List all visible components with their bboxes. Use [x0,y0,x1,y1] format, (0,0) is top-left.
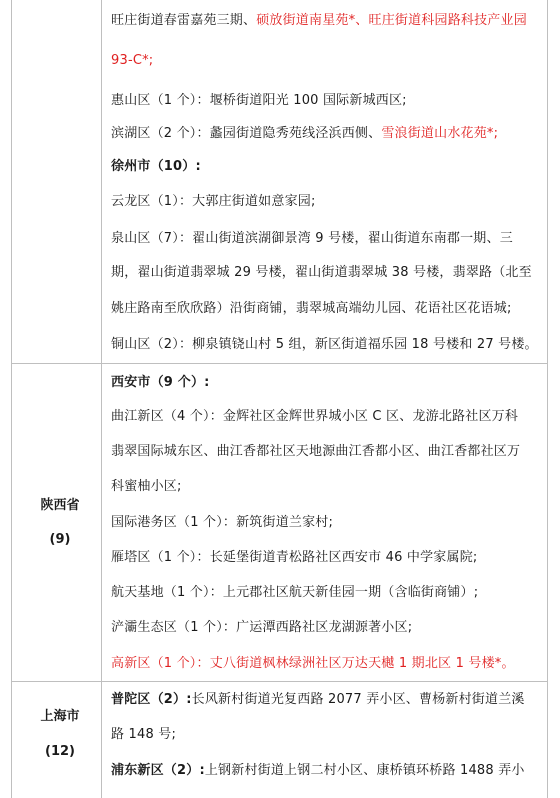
huishan-line: 惠山区（1 个）：堰桥街道阳光 100 国际新城西区; [111,93,407,108]
table-left-border [11,0,12,798]
pudong-text: 上钢新村街道上钢二村小区、康桥镇环桥路 1488 弄小 [204,763,525,778]
wuxi-line-2: 93-C*; [111,53,154,68]
xuzhou-header: 徐州市（10）: [111,159,201,174]
pudong-label: 浦东新区（2）: [111,763,205,778]
province-name: 陕西省 [40,498,80,513]
column-divider [101,0,102,798]
chanba-line: 浐灞生态区（1 个）：广运潭西路社区龙湖源著小区; [111,620,413,635]
province-name: 上海市 [40,709,80,724]
yanta-line: 雁塔区（1 个）：长延堡街道青松路社区西安市 46 中学家属院; [111,550,478,565]
qujiang-line-1: 曲江新区（4 个）：金辉社区金辉世界城小区 C 区、龙游北路社区万科 [111,409,519,424]
province-count: (12) [45,744,75,759]
quanshan-line-3: 姚庄路南至欣欣路）沿街商铺，翡翠城高端幼儿园、花语社区花语城; [111,301,512,316]
gaoxin-line: 高新区（1 个）：丈八街道枫林绿洲社区万达天樾 1 期北区 1 号楼*。 [111,656,515,671]
table-right-border [547,0,548,798]
qujiang-line-2: 翡翠国际城东区、曲江香都社区天地源曲江香都小区、曲江香都社区万 [111,444,521,459]
row-divider-1 [11,363,548,364]
row-divider-2 [11,681,548,682]
qujiang-line-3: 科蜜柚小区; [111,479,182,494]
quanshan-line-2: 期，翟山街道翡翠城 29 号楼，翟山街道翡翠城 38 号楼，翡翠路（北至 [111,265,532,280]
putuo-line-2: 路 148 号; [111,727,177,742]
putuo-label: 普陀区（2）: [111,692,192,707]
putuo-text: 长风新村街道光复西路 2077 弄小区、曹杨新村街道兰溪 [191,692,525,707]
wuxi-text: 旺庄街道春雷嘉苑三期、 [111,13,257,28]
wuxi-line-1 [111,12,527,30]
binhu-line [111,125,498,143]
tongshan-line: 铜山区（2）：柳泉镇铙山村 5 组，新区街道福乐园 18 号楼和 27 号楼。 [111,337,538,352]
gangwu-line: 国际港务区（1 个）：新筑街道兰家村; [111,515,334,530]
hangtian-line: 航天基地（1 个）：上元郡社区航天新佳园一期（含临街商铺）; [111,585,479,600]
pudong-line-1 [111,762,525,780]
binhu-highlight: 雪浪街道山水花苑*; [381,126,499,141]
putuo-line-1 [111,691,525,709]
province-count: (9) [49,532,71,547]
yunlong-line: 云龙区（1）：大郭庄街道如意家园; [111,194,316,209]
xian-header: 西安市（9 个）: [111,375,210,390]
wuxi-highlight: 硕放街道南星苑*、旺庄街道科园路科技产业园 [256,13,527,28]
binhu-text: 滨湖区（2 个）：蠡园街道隐秀苑线泾浜西侧、 [111,126,382,141]
quanshan-line-1: 泉山区（7）：翟山街道滨湖御景湾 9 号楼，翟山街道东南郡一期、三 [111,231,513,246]
